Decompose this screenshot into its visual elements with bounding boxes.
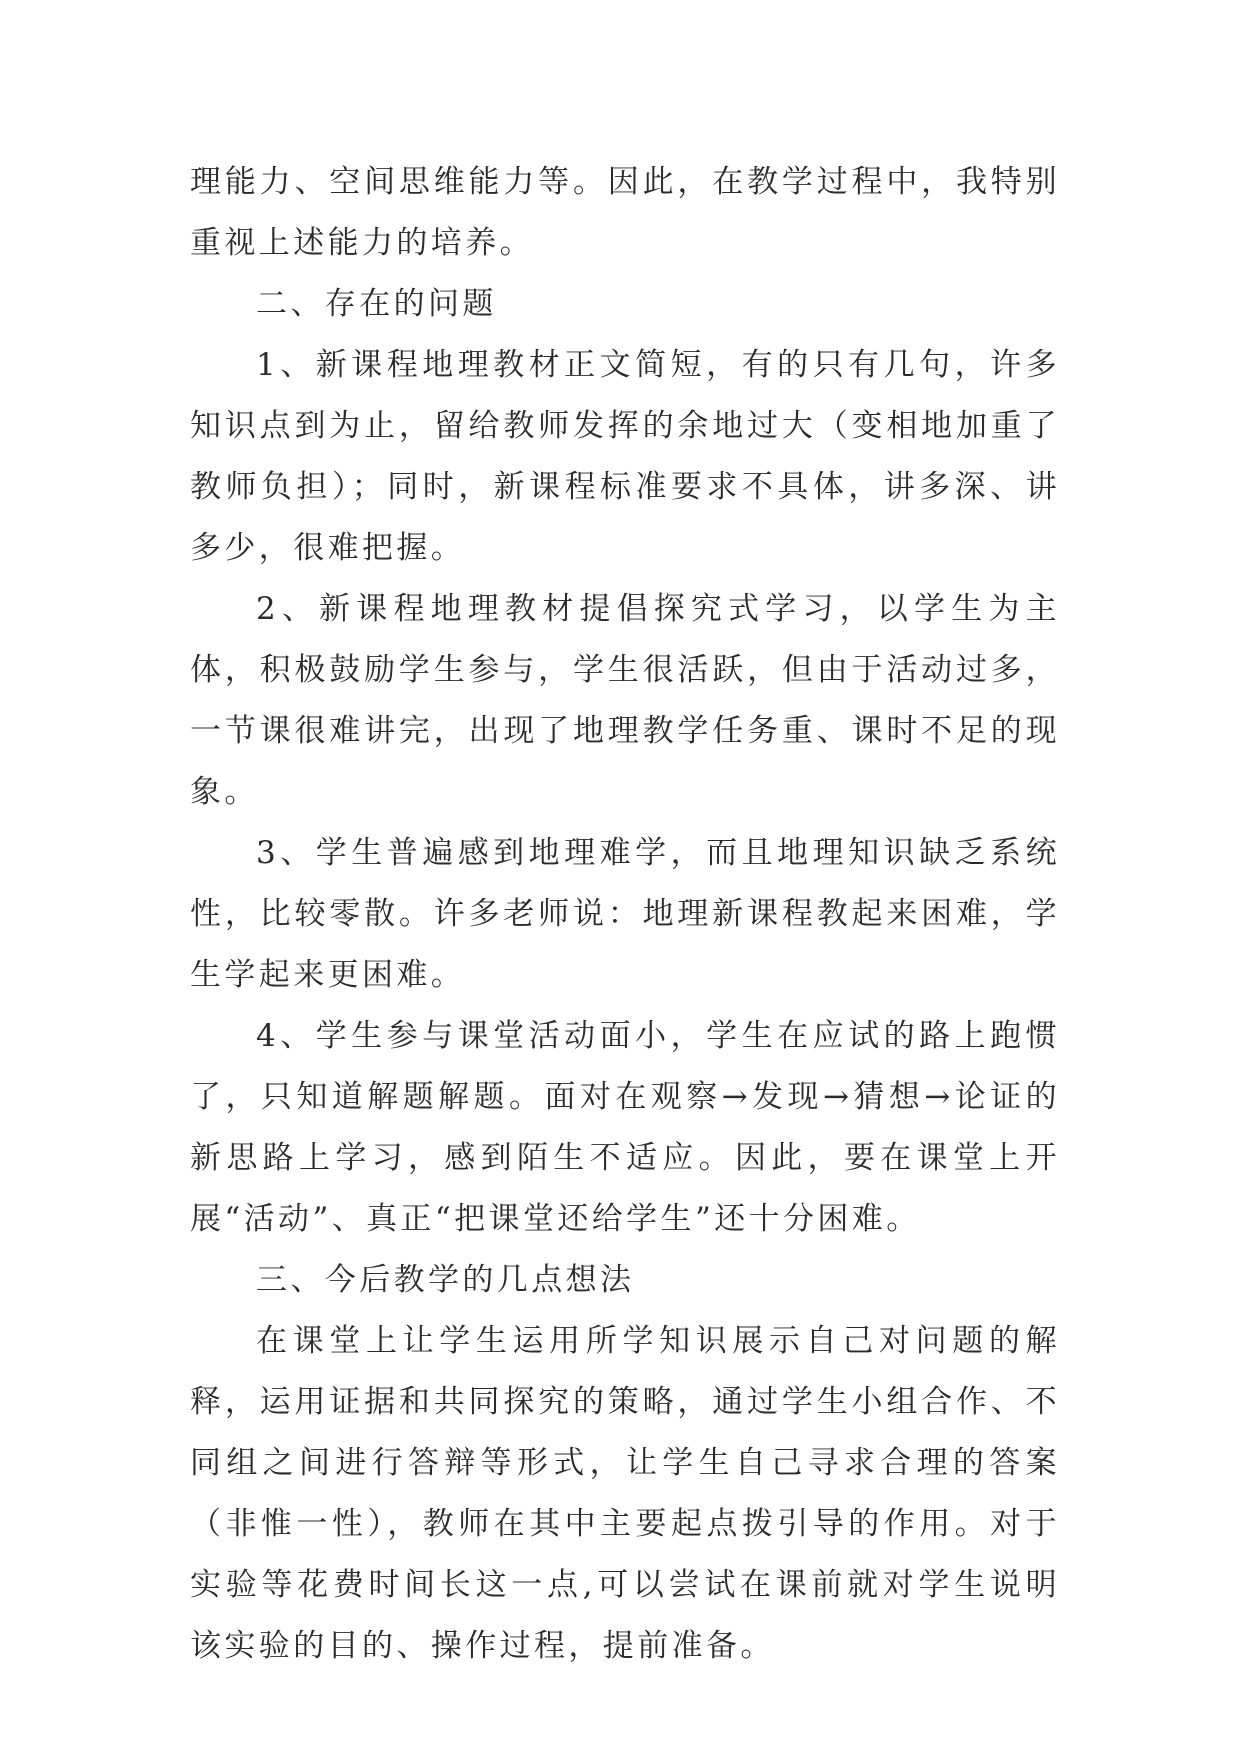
paragraph-problem-2: 2、新课程地理教材提倡探究式学习，以学生为主体，积极鼓励学生参与，学生很活跃，但由于活动过多，一节课很难讲完，出现了地理教学任务重、课时不足的现象。 — [190, 591, 1060, 810]
paragraph-continuation: 理能力、空间思维能力等。因此，在教学过程中，我特别重视上述能力的培养。 — [190, 164, 1060, 261]
paragraph-problem-4: 4、学生参与课堂活动面小，学生在应试的路上跑惯了，只知道解题解题。面对在观察→发现→猜想→论证的新思路上学习，感到陌生不适应。因此，要在课堂上开展“活动”、真正“把课堂还给学生”还十分困难。 — [190, 1018, 1060, 1237]
document-body — [190, 152, 1060, 1677]
paragraph-problem-3: 3、学生普遍感到地理难学，而且地理知识缺乏系统性，比较零散。许多老师说：地理新课程教起来困难，学生学起来更困难。 — [190, 835, 1060, 993]
paragraph-future-ideas: 在课堂上让学生运用所学知识展示自己对问题的解释，运用证据和共同探究的策略，通过学生小组合作、不同组之间进行答辩等形式，让学生自己寻求合理的答案（非惟一性），教师在其中主要起点拨引导的作用。对于实验等花费时间长这一点,可以尝试在课前就对学生说明该实验的目的、操作过程，提前准备。 — [190, 1323, 1060, 1664]
section-heading-future-ideas: 三、今后教学的几点想法 — [256, 1262, 635, 1298]
section-heading-problems: 二、存在的问题 — [256, 286, 497, 322]
paragraph-problem-1: 1、新课程地理教材正文简短，有的只有几句，许多知识点到为止，留给教师发挥的余地过大（变相地加重了教师负担）；同时，新课程标准要求不具体，讲多深、讲多少，很难把握。 — [190, 347, 1060, 566]
